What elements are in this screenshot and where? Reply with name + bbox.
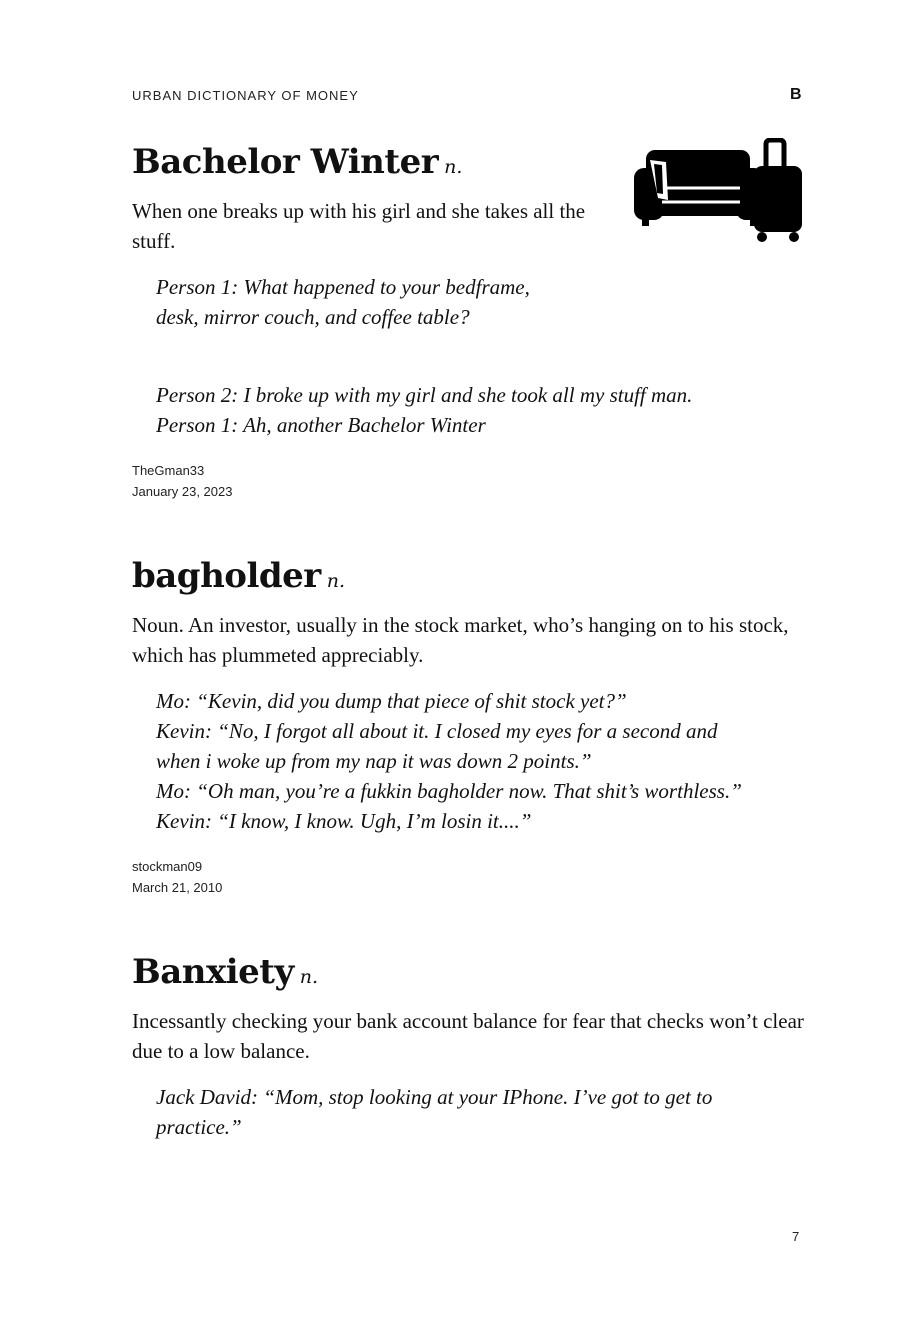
example (156, 686, 812, 836)
entry-bachelor-winter (132, 142, 812, 502)
author: stockman09 (132, 859, 203, 874)
example-line: Person 1: What happened to your bedframe, (156, 275, 530, 299)
example-line: when i woke up from my nap it was down 2 points.” (156, 749, 592, 773)
entry-meta (132, 460, 812, 502)
page-number: 7 (792, 1229, 800, 1244)
example (156, 272, 812, 440)
definition: Noun. An investor, usually in the stock market, who’s hanging on to his stock, which has plummeted appreciably. (132, 613, 789, 667)
headword-line (132, 556, 812, 596)
example-line: Mo: “Oh man, you’re a fukkin bagholder now. That shit’s worthless.” (156, 779, 742, 803)
example (156, 1082, 812, 1142)
entry-meta (132, 856, 812, 898)
example-line: desk, mirror couch, and coffee table? (156, 305, 470, 329)
entry-bagholder (132, 556, 812, 898)
part-of-speech: n. (326, 570, 345, 592)
example-line: Person 1: Ah, another Bachelor Winter (156, 413, 486, 437)
headword: Banxiety (132, 952, 294, 992)
section-letter: B (790, 86, 802, 103)
definition: When one breaks up with his girl and she takes all the stuff. (132, 199, 586, 253)
headword: bagholder (132, 556, 321, 596)
author: TheGman33 (132, 463, 205, 478)
example-gap (156, 332, 812, 380)
example-line: Kevin: “No, I forgot all about it. I closed my eyes for a second and (156, 719, 718, 743)
example-line: practice.” (156, 1115, 242, 1139)
headword-line (132, 952, 812, 992)
part-of-speech: n. (444, 156, 463, 178)
part-of-speech: n. (299, 966, 319, 988)
date: March 21, 2010 (132, 880, 223, 895)
date: January 23, 2023 (132, 484, 233, 499)
running-title: URBAN DICTIONARY OF MONEY (132, 88, 359, 103)
example-line: Mo: “Kevin, did you dump that piece of shit stock yet?” (156, 689, 627, 713)
example-line: Jack David: “Mom, stop looking at your IPhone. I’ve got to get to (156, 1085, 713, 1109)
headword-line (132, 142, 812, 182)
example-line: Person 2: I broke up with my girl and she took all my stuff man. (156, 383, 693, 407)
headword: Bachelor Winter (132, 142, 439, 182)
entry-banxiety (132, 952, 812, 1142)
example-line: Kevin: “I know, I know. Ugh, I’m losin it....” (156, 809, 532, 833)
definition: Incessantly checking your bank account balance for fear that checks won’t clear due to a low balance. (132, 1009, 804, 1063)
